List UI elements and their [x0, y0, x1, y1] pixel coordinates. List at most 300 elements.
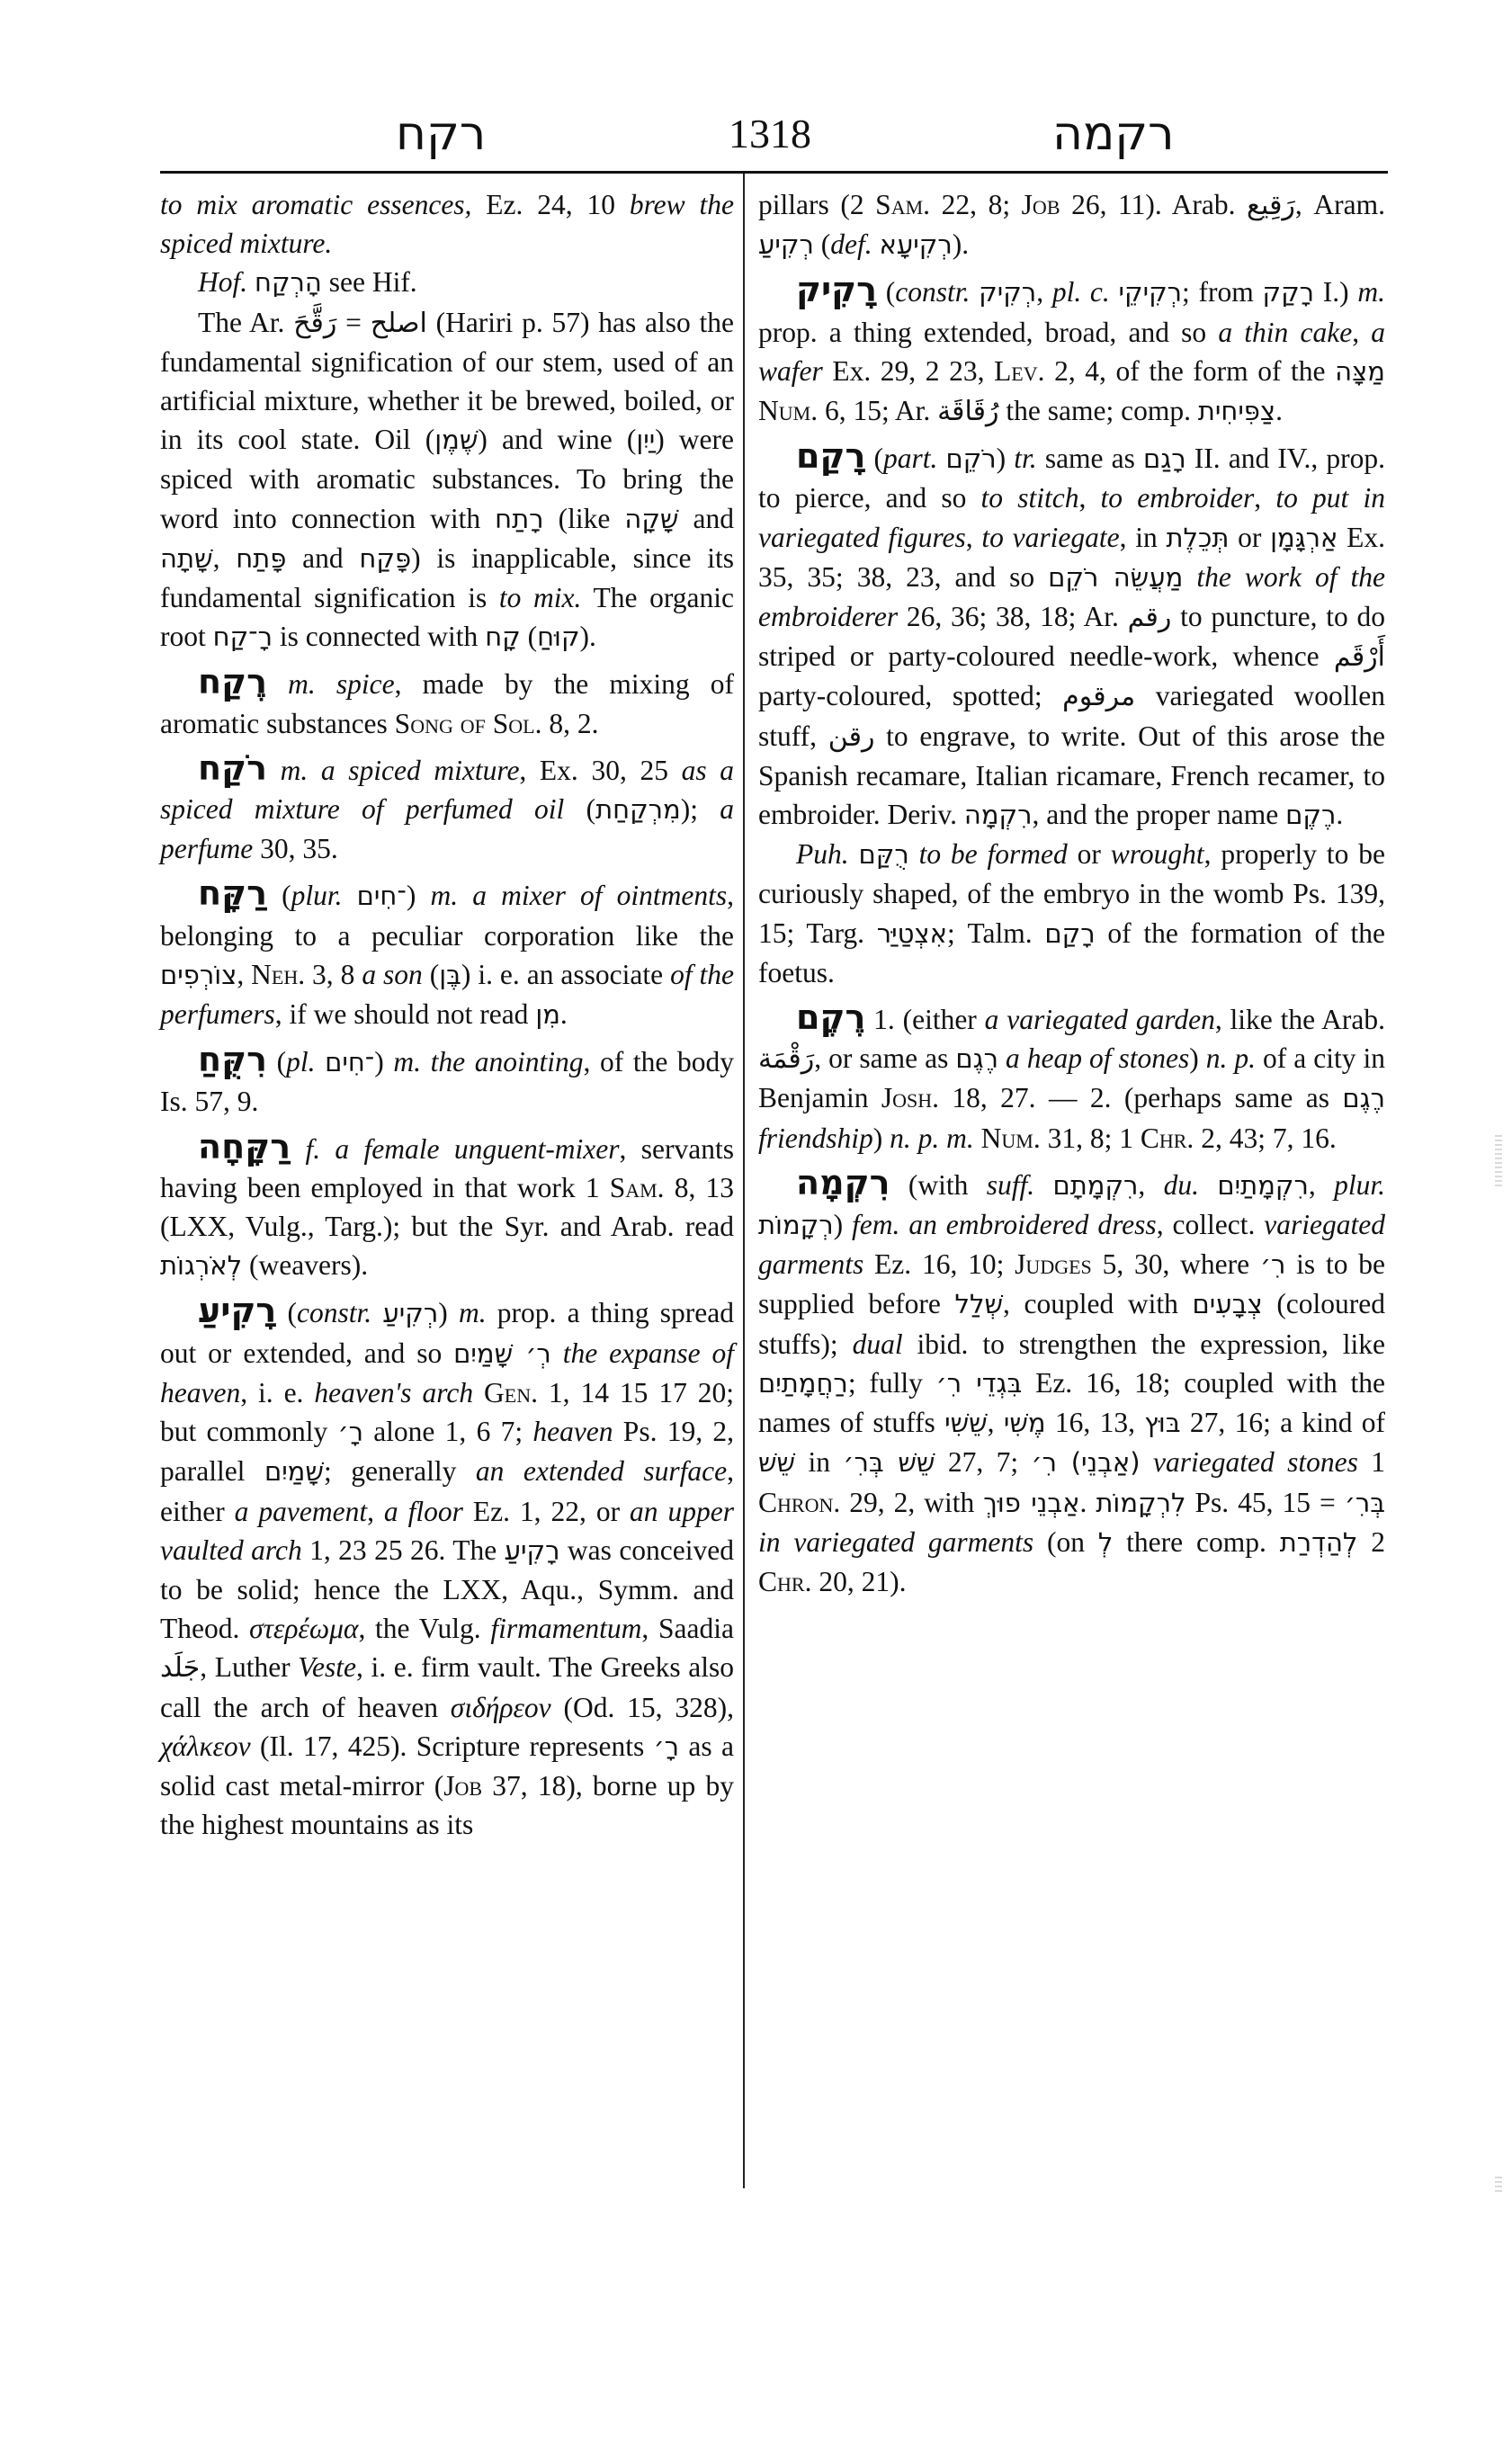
hebrew-word: רֻקַּם	[858, 839, 909, 871]
small-caps-reference: Neh.	[251, 958, 306, 990]
italic-run: fem. an embroidered dress	[852, 1209, 1157, 1241]
text-run: ibid. to strengthen the expression, like	[902, 1328, 1385, 1360]
text-run: pillars (2	[758, 189, 876, 220]
text-run	[551, 1337, 563, 1369]
italic-run: the expanse of heaven	[160, 1337, 734, 1408]
text-run: ) is inapplicable, since its fundamental signification is	[160, 541, 735, 614]
dictionary-entry	[160, 663, 734, 742]
entry-headword: רָקִיק	[796, 270, 878, 310]
scan-noise	[1495, 1135, 1502, 1189]
text-run: alone 1, 6 7;	[362, 1416, 533, 1448]
text-run: (weavers).	[242, 1249, 369, 1282]
text-run: as a solid cast metal-mirror (	[160, 1730, 734, 1802]
text-run	[970, 276, 979, 308]
text-run: 27, 7;	[935, 1446, 1032, 1479]
hebrew-word: רָ׳	[653, 1730, 680, 1762]
italic-run: to embroider	[1100, 482, 1255, 514]
text-run: (with	[890, 1168, 987, 1201]
italic-run: a wafer	[758, 316, 1386, 387]
hebrew-word: רָקִיעַ	[504, 1534, 560, 1566]
italic-run: m. spice	[288, 668, 395, 701]
text-run: .	[1275, 395, 1283, 427]
text-run: (	[266, 880, 291, 912]
italic-run: an extended surface	[475, 1455, 728, 1488]
left-headword: רקח	[396, 107, 487, 161]
text-run: ) were spiced with aromatic substances. To bring the word into connection with	[160, 424, 734, 534]
italic-run: suff.	[986, 1168, 1035, 1201]
arabic-word: أَرْقَم	[1333, 641, 1385, 674]
italic-run: f. a female unguent-mixer	[305, 1132, 620, 1165]
italic-run: a heap of stones	[1005, 1042, 1190, 1075]
hebrew-word: רָקַם	[1044, 917, 1096, 949]
hebrew-word: פָּקַח	[359, 542, 412, 574]
text-run: ,	[987, 1407, 1004, 1439]
italic-run: Hof.	[198, 266, 248, 299]
entry-headword: רֹקַח	[198, 747, 267, 788]
italic-run: tr.	[1014, 443, 1037, 475]
column-divider	[743, 174, 745, 2188]
hebrew-word: צַפִּיחִית	[1197, 396, 1276, 427]
text-run: );	[680, 793, 720, 826]
text-run: was conceived to be solid; hence the LXX, Aqu., Symm. and Theod.	[160, 1533, 734, 1645]
italic-run: a perfume	[160, 793, 734, 865]
text-run: ,	[1078, 482, 1101, 514]
hebrew-word: שְׁלַל	[954, 1289, 1003, 1320]
text-run: (like	[543, 502, 625, 534]
right-headword: רקמה	[1052, 107, 1175, 161]
text-run: 2	[1357, 1525, 1385, 1558]
entry-headword: רַקָּחָה	[198, 1126, 291, 1167]
small-caps-reference: Job	[443, 1769, 483, 1802]
hebrew-word: שֵׁשִׁי	[944, 1408, 988, 1439]
text-run: is to be supplied before	[758, 1248, 1385, 1320]
text-run: 31, 8; 1	[1040, 1122, 1141, 1154]
hebrew-word: מַעֲשֵׂה רֹקֵם	[1048, 561, 1184, 593]
italic-run: variegated garments	[758, 1209, 1385, 1281]
small-caps-reference: Chron.	[758, 1486, 841, 1518]
small-caps-reference: Judges	[1015, 1248, 1092, 1281]
text-run: of the formation of the foetus.	[758, 917, 1385, 988]
italic-run: pl.	[286, 1046, 316, 1078]
arabic-word: رقم	[1127, 602, 1172, 634]
text-run: , if we should not read	[274, 998, 536, 1031]
hebrew-word: רְקִיעָא	[879, 229, 953, 261]
paragraph	[160, 303, 734, 657]
text-run: , of the body Is. 57, 9.	[160, 1046, 734, 1118]
text-run: ,	[237, 958, 252, 990]
dictionary-entry	[160, 1041, 734, 1121]
text-run: (	[564, 793, 596, 826]
hebrew-word: רְקִיעַ	[758, 229, 814, 261]
text-run	[247, 266, 255, 298]
hebrew-word: רֶגֶם	[1342, 1083, 1385, 1114]
dictionary-entry	[758, 271, 1385, 431]
text-run: ; fully	[847, 1366, 936, 1399]
italic-run: m.	[458, 1297, 487, 1329]
hebrew-word: בּוּץ	[1144, 1408, 1181, 1439]
italic-run: an upper vaulted arch	[160, 1495, 734, 1566]
paragraph	[758, 835, 1385, 992]
italic-run: a thin cake	[1218, 316, 1353, 348]
arabic-word: رَقَّحَ	[293, 307, 337, 339]
hebrew-word: בְּרִ׳	[1344, 1487, 1385, 1518]
dictionary-entry	[160, 1292, 734, 1844]
text-run: ,	[1138, 1168, 1164, 1201]
arabic-word: رقن	[828, 720, 875, 753]
hebrew-word: מִן	[535, 999, 560, 1031]
italic-run: of the perfumers	[160, 958, 734, 1031]
hebrew-word: שֵׁשׁ בְּרִ׳	[843, 1447, 935, 1479]
dictionary-entry	[160, 874, 734, 1034]
text-run: (Il. 17, 425). Scripture represents	[250, 1730, 654, 1762]
dictionary-entry	[758, 437, 1385, 835]
hebrew-word: (אַבְנֵי) רִ׳	[1031, 1447, 1141, 1479]
small-caps-reference: Gen.	[484, 1376, 538, 1408]
text-run: )	[833, 1209, 853, 1241]
text-run: (	[520, 621, 538, 653]
hebrew-word: רְ׳ שָׁמַיִם	[453, 1337, 551, 1369]
hebrew-word: רִקְמָתָם	[1052, 1169, 1139, 1201]
entry-headword: רָקִיעַ	[198, 1291, 277, 1331]
hebrew-word: רָתַח	[495, 503, 544, 534]
text-run: ,	[965, 521, 982, 553]
hebrew-word: מִרְקַחַת	[595, 794, 681, 826]
text-run: ; generally	[323, 1455, 476, 1488]
italic-run: du.	[1163, 1168, 1200, 1201]
text-run: 1. (either	[865, 1004, 985, 1036]
text-run: .	[1336, 799, 1344, 831]
text-run: 1, 23 25 26. The	[301, 1533, 505, 1566]
italic-run: Veste	[298, 1651, 357, 1684]
italic-run: pl. c.	[1051, 276, 1110, 308]
text-run: ) and wine (	[478, 424, 637, 456]
text-run: The organic root	[160, 582, 735, 653]
text-run	[998, 1042, 1006, 1074]
dictionary-entry	[758, 998, 1385, 1158]
hebrew-word: לְ	[1097, 1526, 1114, 1558]
text-run: Ez. 24, 10	[471, 189, 630, 220]
italic-run: to mix aromatic essences,	[160, 189, 472, 220]
text-run: , belonging to a peculiar corporation like the	[160, 880, 734, 952]
text-run: (	[422, 958, 440, 990]
text-run: and	[286, 541, 360, 574]
arabic-word: رَقْمَة	[758, 1043, 815, 1076]
small-caps-reference: Sam.	[609, 1171, 665, 1203]
running-head	[160, 106, 1388, 162]
text-run: , or same as	[814, 1042, 956, 1075]
italic-run: a floor	[383, 1495, 463, 1527]
italic-run: to mix.	[498, 582, 582, 614]
text-run: , made by the mixing of aromatic substances	[160, 668, 734, 739]
small-caps-reference: Lev.	[994, 354, 1045, 387]
text-run: , collect.	[1156, 1209, 1265, 1241]
italic-run: in variegated garments	[758, 1525, 1034, 1558]
text-run	[1141, 1446, 1153, 1478]
hebrew-word: פָּתַח	[236, 542, 287, 574]
text-run: ,	[1036, 276, 1052, 308]
text-run	[1110, 276, 1119, 308]
text-run: 27, 16; a kind of	[1180, 1407, 1385, 1439]
greek-word: χάλκεον	[160, 1730, 251, 1762]
paragraph	[758, 185, 1385, 264]
hebrew-word: שָׁתָה	[160, 542, 213, 574]
text-run: is connected with	[272, 621, 486, 653]
text-run: , properly to be curiously shaped, of the embryo in the womb Ps. 139, 15; Targ.	[758, 838, 1386, 949]
hebrew-word: קָח	[485, 621, 521, 653]
text-run: prop. a thing extended, broad, and so	[758, 316, 1219, 348]
text-run: The Ar.	[198, 306, 294, 338]
hebrew-word: בֶּן	[439, 959, 461, 990]
hebrew-word: רִקְמָה	[963, 800, 1033, 831]
text-run: )	[406, 880, 431, 912]
italic-run: to be formed	[918, 838, 1068, 871]
text-run: (	[266, 1046, 287, 1078]
greek-word: στερέωμα	[249, 1613, 359, 1645]
text-run: 29, 2, with	[840, 1486, 984, 1518]
text-run: (	[813, 228, 831, 261]
text-run: , Luther	[200, 1651, 299, 1684]
hebrew-word: רֶקֶם	[1285, 800, 1337, 831]
text-run: 22, 8;	[930, 189, 1022, 220]
italic-run: heaven's arch	[314, 1376, 474, 1408]
text-run: 26, 11). Arab.	[1060, 189, 1248, 220]
text-run: I.)	[1314, 276, 1358, 308]
entry-headword: רֶקֶם	[796, 997, 866, 1038]
text-run: , the Vulg.	[358, 1613, 491, 1645]
italic-run: firmamentum	[490, 1613, 642, 1645]
text-run: ; Talm.	[947, 917, 1045, 949]
text-run: in	[795, 1446, 844, 1479]
text-run: (Od. 15, 328),	[550, 1691, 734, 1723]
text-run: 30, 35.	[253, 833, 338, 865]
text-run: 26, 36; 38, 18; Ar.	[898, 601, 1128, 633]
hebrew-word: רֹקֵם	[945, 443, 997, 475]
text-run: 2, 4, of the form of the	[1044, 354, 1336, 387]
hebrew-word: אִצְטַיַּר	[876, 917, 947, 949]
italic-run: n. p.	[1205, 1042, 1257, 1075]
text-run: Ex. 35, 35; 38, 23, and so	[758, 521, 1385, 593]
text-run: )	[872, 1122, 890, 1154]
text-run: Ps. 19, 2, parallel	[160, 1416, 734, 1488]
text-run: .	[1079, 1486, 1096, 1518]
text-run: ,	[1308, 1168, 1335, 1201]
hebrew-word: רְקִיעַ	[382, 1298, 439, 1329]
hebrew-word: רַחֲמָתַיִם	[758, 1367, 848, 1399]
dictionary-entry	[160, 749, 734, 869]
hebrew-word: אַבְנֵי פוּךְ	[983, 1487, 1080, 1518]
text-run	[1183, 561, 1196, 593]
small-caps-reference: Song of Sol.	[394, 707, 542, 739]
italic-run: a variegated garden	[984, 1004, 1215, 1036]
text-run	[291, 1133, 305, 1165]
text-run: 37, 18), borne up by the highest mountains as its	[160, 1769, 734, 1841]
text-run: the same; comp.	[998, 395, 1198, 427]
italic-run: heaven	[532, 1416, 613, 1448]
small-caps-reference: Josh.	[881, 1082, 940, 1114]
italic-run: m. the anointing	[393, 1046, 584, 1078]
hebrew-word: רָ׳	[337, 1417, 363, 1448]
hebrew-word: מַצָּה	[1335, 355, 1385, 387]
italic-run: def.	[830, 228, 872, 261]
text-run: 6, 15; Ar.	[818, 395, 938, 427]
text-run	[473, 1377, 484, 1408]
text-run: (	[865, 443, 883, 475]
small-caps-reference: Chr.	[1140, 1122, 1194, 1154]
hebrew-word: שָׁקָה	[624, 503, 679, 534]
text-run: Ez. 16, 18; coupled with the names of stuffs	[758, 1366, 1386, 1439]
text-run: to puncture, to do striped or party-coloured needle-work, whence	[758, 601, 1385, 673]
paragraph	[160, 185, 734, 263]
text-run: or	[1229, 521, 1271, 553]
arabic-word: اصلح	[370, 307, 427, 339]
hebrew-word: רֶגֶם	[955, 1043, 998, 1075]
hebrew-word: רָ־קַח	[212, 621, 273, 653]
text-run: (Hariri p. 57) has also the fundamental signification of our stem, used of an artificial mixture, whether it be brewed, boiled, or in its cool state. Oil (	[160, 306, 735, 456]
small-caps-reference: Num.	[980, 1122, 1041, 1154]
hebrew-word: רְקִיק	[979, 277, 1037, 308]
text-run: 3, 8	[305, 958, 362, 990]
italic-run: wrought	[1110, 838, 1204, 871]
text-run	[974, 1122, 981, 1154]
hebrew-word: קוּחַ	[537, 621, 580, 653]
text-run	[909, 838, 919, 870]
text-run: ).	[952, 228, 970, 261]
italic-run: friendship	[758, 1122, 873, 1154]
text-run: (coloured stuffs);	[758, 1288, 1386, 1360]
text-run: )	[1189, 1042, 1206, 1075]
text-run: 8, 13 (LXX, Vulg., Targ.); but the Syr. and Arab. read	[160, 1171, 734, 1243]
hebrew-word: ־חִים	[325, 1047, 375, 1078]
text-run: , coupled with	[1003, 1288, 1193, 1320]
hebrew-word: צְבָעִים	[1192, 1289, 1263, 1320]
text-run: , like the Arab.	[1214, 1004, 1386, 1036]
italic-run: to put in variegated figures	[758, 482, 1385, 553]
hebrew-word: הָרְקַח	[255, 267, 322, 299]
italic-run: a pavement	[234, 1495, 368, 1527]
italic-run: variegated stones	[1152, 1446, 1358, 1479]
greek-word: σιδήρεον	[450, 1691, 551, 1723]
italic-run: the work of the embroiderer	[758, 560, 1385, 633]
text-run: variegated woollen stuff,	[758, 680, 1385, 752]
hebrew-word: שֶׁמֶן	[434, 425, 479, 456]
text-run: Ex. 29, 2 23,	[822, 354, 995, 387]
text-run: ,	[1254, 482, 1276, 514]
text-run	[267, 755, 281, 786]
text-run: to engrave, to write. Out of this arose the Spanish recamare, Italian ricamare, French recamer, to embroider. Deriv.	[758, 720, 1385, 831]
hebrew-word: יַיִן	[636, 425, 656, 456]
italic-run: Puh.	[796, 838, 849, 871]
hebrew-word: אַרְגָּמָן	[1270, 522, 1338, 553]
text-run: ).	[579, 621, 596, 653]
text-run	[371, 1297, 382, 1328]
italic-run: to variegate	[981, 521, 1120, 553]
italic-run: m. a mixer of ointments	[430, 880, 728, 912]
text-run	[343, 880, 357, 911]
text-run: .	[559, 998, 568, 1031]
italic-run: part.	[882, 443, 938, 475]
italic-run: brew the spiced mixture.	[160, 189, 734, 260]
text-run: (	[877, 276, 896, 308]
hebrew-word: שָׁמַיִם	[264, 1456, 324, 1488]
text-run: 2, 43; 7, 16.	[1194, 1122, 1337, 1154]
dictionary-entry	[160, 1128, 734, 1286]
hebrew-word: ־חִים	[356, 881, 407, 912]
hebrew-word: מֶשִׁי	[1003, 1408, 1046, 1439]
hebrew-word: רְקָמוֹת	[758, 1210, 834, 1241]
text-run: )	[996, 443, 1015, 475]
text-run: party-coloured, spotted;	[758, 680, 1063, 712]
arabic-word: جَلَد	[160, 1652, 201, 1685]
text-run: Ps. 45, 15 =	[1185, 1486, 1345, 1518]
hebrew-word: בִּגְדֵי רִ׳	[935, 1367, 1023, 1399]
text-run: same as	[1036, 443, 1144, 475]
text-run: , i. e.	[240, 1376, 315, 1408]
small-caps-reference: Job	[1021, 189, 1060, 220]
text-run: ,	[212, 541, 237, 574]
text-run: , i. e. firm vault. The Greeks also call the arch of heaven	[160, 1651, 735, 1723]
hebrew-word: לִרְקָמוֹת	[1096, 1487, 1186, 1518]
text-run	[1034, 1169, 1052, 1201]
text-run: Ez. 1, 22, or	[462, 1495, 631, 1527]
text-run: (	[276, 1297, 298, 1329]
small-caps-reference: Chr.	[758, 1565, 812, 1597]
dictionary-entry	[758, 1164, 1385, 1601]
text-run: , and the proper name	[1032, 799, 1286, 831]
text-run: 16, 13,	[1045, 1407, 1145, 1439]
italic-run: dual	[852, 1328, 903, 1360]
hebrew-word: רְקִיקֵי	[1118, 277, 1183, 308]
hebrew-word: רִקְמָתַיִם	[1217, 1169, 1309, 1201]
text-run: 1	[1357, 1446, 1385, 1479]
text-run: , Saadia	[641, 1613, 734, 1645]
text-run: 18, 27. — 2. (perhaps same as	[939, 1082, 1343, 1114]
text-run: see Hif.	[321, 266, 417, 299]
entry-headword: רָקַם	[796, 436, 866, 477]
text-run: Ez. 16, 10;	[863, 1248, 1015, 1281]
arabic-word: رُقَاقَة	[937, 396, 999, 428]
italic-run: plur.	[291, 880, 343, 912]
hebrew-word: רָגַם	[1143, 443, 1186, 475]
text-run: (on	[1033, 1525, 1098, 1558]
text-run: , in	[1119, 521, 1167, 553]
left-column	[160, 185, 734, 1844]
arabic-word: رَقِيع	[1247, 190, 1295, 221]
text-run: ,	[1352, 316, 1372, 348]
italic-run: to stitch	[980, 482, 1079, 514]
italic-run: as a spiced mixture of perfumed oil	[160, 754, 734, 826]
hebrew-word: תְּכֵלֶת	[1166, 522, 1230, 553]
right-column	[758, 185, 1385, 1601]
hebrew-word: רָקַק	[1262, 277, 1315, 308]
text-run: , Ex. 30, 25	[519, 754, 682, 786]
italic-run: constr.	[297, 1297, 372, 1329]
text-run: )	[374, 1046, 394, 1078]
hebrew-word: לְאֹרְגוֹת	[160, 1250, 243, 1282]
text-run	[267, 668, 288, 700]
hebrew-word: לְהַדְרַת	[1279, 1526, 1358, 1558]
arabic-word: مرقوم	[1062, 681, 1136, 713]
text-run: 20, 21).	[811, 1565, 907, 1597]
text-run: and	[678, 502, 734, 534]
italic-run: m. a spiced mixture	[280, 754, 520, 786]
text-run	[315, 1046, 325, 1077]
text-run	[1199, 1169, 1217, 1201]
text-run: prop. a thing spread out or extended, and so	[160, 1297, 734, 1369]
text-run: 1, 14 15 17 20; but commonly	[160, 1376, 735, 1448]
text-run: ; from	[1182, 276, 1263, 308]
text-run: there comp.	[1113, 1525, 1280, 1558]
small-caps-reference: Sam.	[875, 189, 931, 220]
